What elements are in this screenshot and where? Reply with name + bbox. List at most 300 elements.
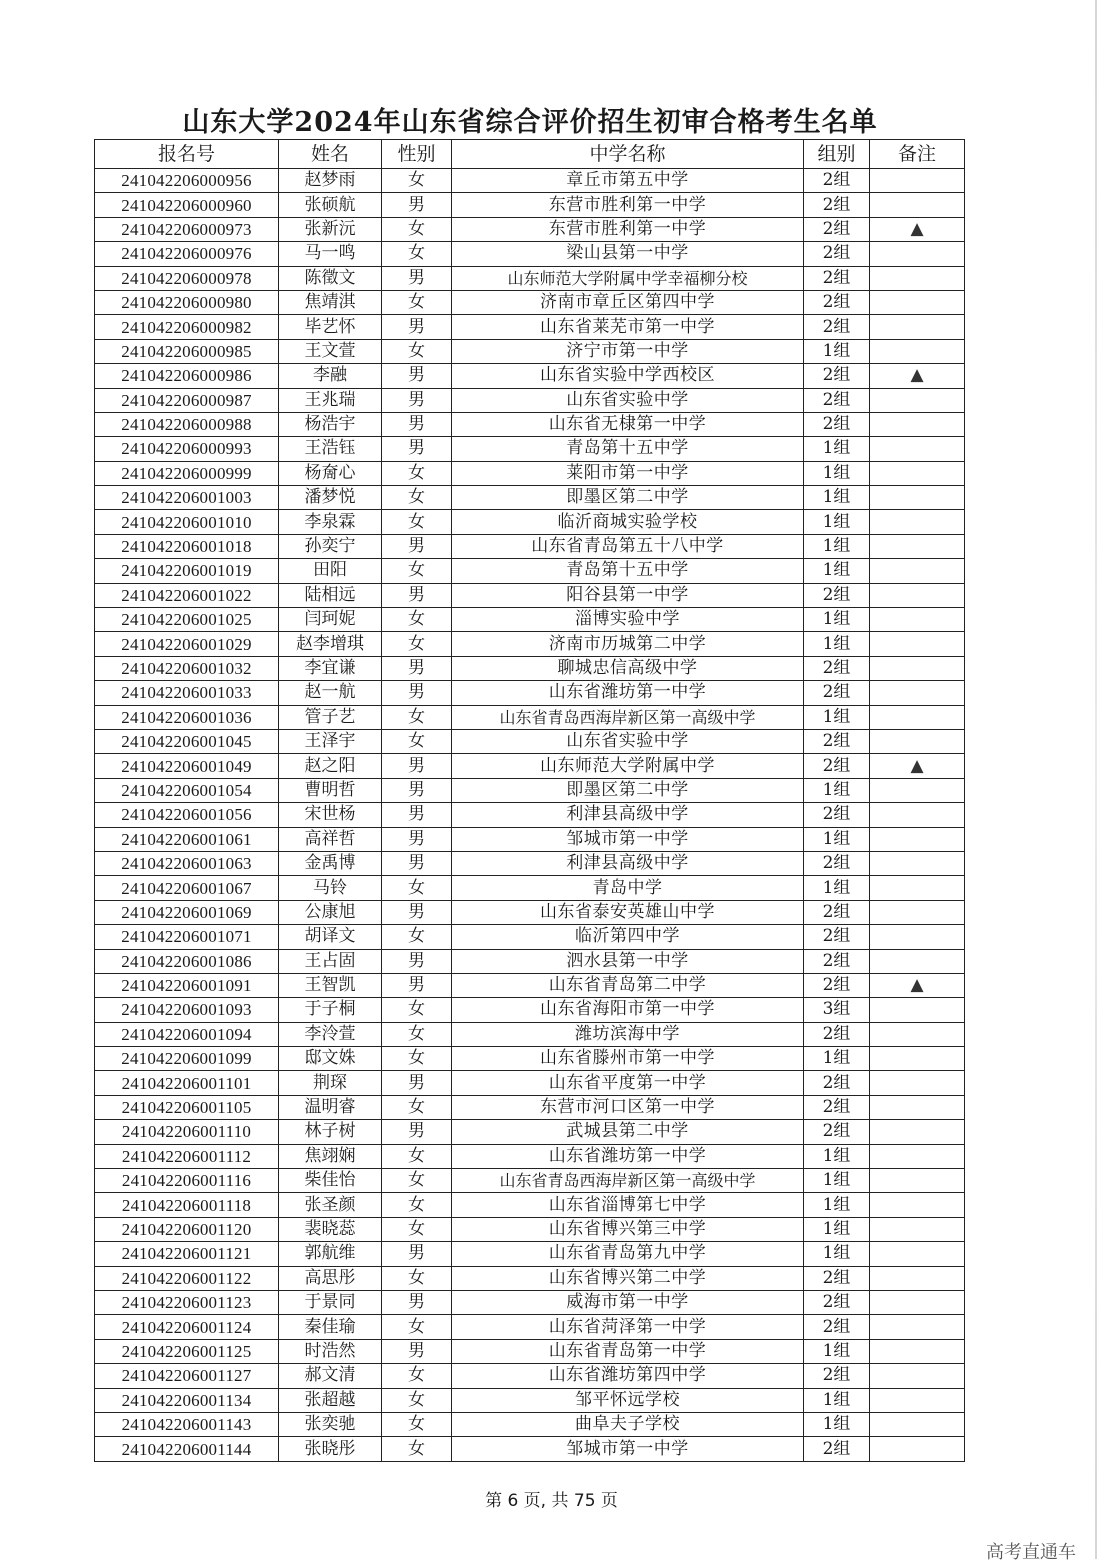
school-name-cell: 威海市第一中学 — [452, 1290, 804, 1314]
student-name-cell: 王文萱 — [279, 339, 382, 363]
gender-cell: 女 — [382, 1388, 452, 1412]
student-name-cell: 金禹博 — [279, 851, 382, 875]
remarks-cell — [870, 461, 965, 485]
registration-no-cell: 241042206001110 — [95, 1120, 279, 1144]
school-name-cell: 山东省菏泽第一中学 — [452, 1315, 804, 1339]
gender-cell: 男 — [382, 973, 452, 997]
table-row — [95, 315, 965, 339]
registration-no-cell: 241042206001116 — [95, 1169, 279, 1193]
group-cell: 1组 — [804, 559, 870, 583]
group-cell: 1组 — [804, 1339, 870, 1363]
student-name-cell: 高思彤 — [279, 1266, 382, 1290]
student-name-cell: 焦翊娴 — [279, 1144, 382, 1168]
table-row — [95, 608, 965, 632]
table-row — [95, 461, 965, 485]
school-name-cell: 莱阳市第一中学 — [452, 461, 804, 485]
group-cell: 2组 — [804, 900, 870, 924]
registration-no-cell: 241042206001032 — [95, 656, 279, 680]
table-row — [95, 973, 965, 997]
gender-cell: 男 — [382, 851, 452, 875]
remarks-cell — [870, 1364, 965, 1388]
registration-no-cell: 241042206000985 — [95, 339, 279, 363]
gender-cell: 女 — [382, 925, 452, 949]
registration-no-cell: 241042206000993 — [95, 437, 279, 461]
school-name-cell: 山东省青岛西海岸新区第一高级中学 — [452, 705, 804, 729]
group-cell: 1组 — [804, 510, 870, 534]
school-name-cell: 山东省青岛第一中学 — [452, 1339, 804, 1363]
student-name-cell: 王浩钰 — [279, 437, 382, 461]
registration-no-cell: 241042206000956 — [95, 169, 279, 193]
group-cell: 1组 — [804, 1047, 870, 1071]
remarks-cell — [870, 608, 965, 632]
student-name-cell: 曹明哲 — [279, 778, 382, 802]
gender-cell: 女 — [382, 1412, 452, 1436]
registration-no-cell: 241042206001144 — [95, 1437, 279, 1461]
remarks-cell — [870, 876, 965, 900]
gender-cell: 女 — [382, 998, 452, 1022]
remarks-cell — [870, 998, 965, 1022]
table-row — [95, 1022, 965, 1046]
student-name-cell: 王兆瑞 — [279, 388, 382, 412]
student-name-cell: 李泉霖 — [279, 510, 382, 534]
school-name-cell: 利津县高级中学 — [452, 851, 804, 875]
school-name-cell: 山东师范大学附属中学幸福柳分校 — [452, 266, 804, 290]
registration-no-cell: 241042206001025 — [95, 608, 279, 632]
table-row — [95, 1290, 965, 1314]
school-name-cell: 山东省海阳市第一中学 — [452, 998, 804, 1022]
gender-cell: 女 — [382, 705, 452, 729]
gender-cell: 男 — [382, 315, 452, 339]
remarks-cell — [870, 242, 965, 266]
registration-no-cell: 241042206001067 — [95, 876, 279, 900]
school-name-cell: 山东省青岛第九中学 — [452, 1242, 804, 1266]
registration-no-cell: 241042206001049 — [95, 754, 279, 778]
remarks-cell — [870, 1315, 965, 1339]
registration-no-cell: 241042206000960 — [95, 193, 279, 217]
remarks-cell — [870, 1071, 965, 1095]
school-name-cell: 山东省淄博第七中学 — [452, 1193, 804, 1217]
gender-cell: 女 — [382, 1437, 452, 1461]
group-cell: 2组 — [804, 1364, 870, 1388]
student-name-cell: 王占固 — [279, 949, 382, 973]
registration-no-cell: 241042206001143 — [95, 1412, 279, 1436]
school-name-cell: 梁山县第一中学 — [452, 242, 804, 266]
school-name-cell: 山东省博兴第三中学 — [452, 1217, 804, 1241]
group-cell: 2组 — [804, 949, 870, 973]
gender-cell: 男 — [382, 949, 452, 973]
group-cell: 2组 — [804, 803, 870, 827]
table-row — [95, 242, 965, 266]
registration-no-cell: 241042206001093 — [95, 998, 279, 1022]
school-name-cell: 山东省潍坊第四中学 — [452, 1364, 804, 1388]
registration-no-cell: 241042206001127 — [95, 1364, 279, 1388]
table-row — [95, 1047, 965, 1071]
registration-no-cell: 241042206000982 — [95, 315, 279, 339]
header-registration-no: 报名号 — [95, 140, 279, 169]
school-name-cell: 山东省实验中学西校区 — [452, 364, 804, 388]
school-name-cell: 山东省莱芜市第一中学 — [452, 315, 804, 339]
header-school: 中学名称 — [452, 140, 804, 169]
group-cell: 2组 — [804, 1290, 870, 1314]
remarks-cell — [870, 1290, 965, 1314]
school-name-cell: 潍坊滨海中学 — [452, 1022, 804, 1046]
registration-no-cell: 241042206000980 — [95, 290, 279, 314]
student-name-cell: 于景同 — [279, 1290, 382, 1314]
group-cell: 2组 — [804, 851, 870, 875]
student-name-cell: 闫珂妮 — [279, 608, 382, 632]
group-cell: 2组 — [804, 1120, 870, 1144]
header-remarks: 备注 — [870, 140, 965, 169]
gender-cell: 男 — [382, 412, 452, 436]
table-row — [95, 1120, 965, 1144]
table-row — [95, 778, 965, 802]
registration-no-cell: 241042206001118 — [95, 1193, 279, 1217]
remarks-cell — [870, 266, 965, 290]
table-row — [95, 388, 965, 412]
registration-no-cell: 241042206000987 — [95, 388, 279, 412]
table-row — [95, 1364, 965, 1388]
remarks-cell — [870, 1217, 965, 1241]
group-cell: 1组 — [804, 1242, 870, 1266]
remarks-cell: ▲ — [870, 217, 965, 241]
remarks-cell — [870, 1047, 965, 1071]
registration-no-cell: 241042206001123 — [95, 1290, 279, 1314]
registration-no-cell: 241042206001033 — [95, 681, 279, 705]
gender-cell: 男 — [382, 534, 452, 558]
registration-no-cell: 241042206001124 — [95, 1315, 279, 1339]
registration-no-cell: 241042206001056 — [95, 803, 279, 827]
school-name-cell: 青岛第十五中学 — [452, 559, 804, 583]
school-name-cell: 曲阜夫子学校 — [452, 1412, 804, 1436]
remarks-cell — [870, 412, 965, 436]
student-name-cell: 荆琛 — [279, 1071, 382, 1095]
school-name-cell: 即墨区第二中学 — [452, 778, 804, 802]
student-name-cell: 李融 — [279, 364, 382, 388]
school-name-cell: 济南市历城第二中学 — [452, 632, 804, 656]
registration-no-cell: 241042206000999 — [95, 461, 279, 485]
group-cell: 2组 — [804, 1266, 870, 1290]
table-row — [95, 803, 965, 827]
school-name-cell: 淄博实验中学 — [452, 608, 804, 632]
table-row — [95, 437, 965, 461]
table-row — [95, 1217, 965, 1241]
registration-no-cell: 241042206001105 — [95, 1095, 279, 1119]
gender-cell: 男 — [382, 754, 452, 778]
student-name-cell: 孙奕宁 — [279, 534, 382, 558]
gender-cell: 女 — [382, 1169, 452, 1193]
student-name-cell: 张圣颜 — [279, 1193, 382, 1217]
table-row — [95, 851, 965, 875]
school-name-cell: 泗水县第一中学 — [452, 949, 804, 973]
registration-no-cell: 241042206000988 — [95, 412, 279, 436]
remarks-cell — [870, 169, 965, 193]
student-name-cell: 秦佳瑜 — [279, 1315, 382, 1339]
group-cell: 2组 — [804, 729, 870, 753]
remarks-cell — [870, 681, 965, 705]
group-cell: 1组 — [804, 1169, 870, 1193]
registration-no-cell: 241042206001125 — [95, 1339, 279, 1363]
remarks-cell — [870, 510, 965, 534]
group-cell: 1组 — [804, 534, 870, 558]
group-cell: 2组 — [804, 1437, 870, 1461]
table-row — [95, 1169, 965, 1193]
gender-cell: 男 — [382, 193, 452, 217]
registration-no-cell: 241042206001069 — [95, 900, 279, 924]
remarks-cell — [870, 656, 965, 680]
school-name-cell: 山东省无棣第一中学 — [452, 412, 804, 436]
group-cell: 1组 — [804, 876, 870, 900]
table-row — [95, 290, 965, 314]
remarks-cell — [870, 486, 965, 510]
registration-no-cell: 241042206001019 — [95, 559, 279, 583]
header-gender: 性别 — [382, 140, 452, 169]
table-row — [95, 754, 965, 778]
student-name-cell: 赵之阳 — [279, 754, 382, 778]
remarks-cell — [870, 534, 965, 558]
school-name-cell: 章丘市第五中学 — [452, 169, 804, 193]
gender-cell: 女 — [382, 1047, 452, 1071]
header-row — [95, 140, 965, 169]
table-row — [95, 1071, 965, 1095]
gender-cell: 女 — [382, 1364, 452, 1388]
registration-no-cell: 241042206001120 — [95, 1217, 279, 1241]
gender-cell: 女 — [382, 1095, 452, 1119]
school-name-cell: 东营市胜利第一中学 — [452, 217, 804, 241]
gender-cell: 女 — [382, 510, 452, 534]
group-cell: 2组 — [804, 1315, 870, 1339]
student-name-cell: 赵李增琪 — [279, 632, 382, 656]
remarks-cell — [870, 1193, 965, 1217]
remarks-cell — [870, 1022, 965, 1046]
registration-no-cell: 241042206000976 — [95, 242, 279, 266]
school-name-cell: 山东省青岛第五十八中学 — [452, 534, 804, 558]
group-cell: 1组 — [804, 608, 870, 632]
gender-cell: 女 — [382, 1022, 452, 1046]
table-row — [95, 1412, 965, 1436]
gender-cell: 男 — [382, 364, 452, 388]
group-cell: 3组 — [804, 998, 870, 1022]
registration-no-cell: 241042206001029 — [95, 632, 279, 656]
school-name-cell: 山东省实验中学 — [452, 388, 804, 412]
table-row — [95, 1315, 965, 1339]
registration-no-cell: 241042206000978 — [95, 266, 279, 290]
gender-cell: 女 — [382, 608, 452, 632]
group-cell: 2组 — [804, 266, 870, 290]
registration-no-cell: 241042206001003 — [95, 486, 279, 510]
gender-cell: 男 — [382, 803, 452, 827]
registration-no-cell: 241042206001022 — [95, 583, 279, 607]
student-name-cell: 李泠萱 — [279, 1022, 382, 1046]
group-cell: 1组 — [804, 339, 870, 363]
group-cell: 1组 — [804, 1412, 870, 1436]
registration-no-cell: 241042206001036 — [95, 705, 279, 729]
registration-no-cell: 241042206000986 — [95, 364, 279, 388]
table-row — [95, 925, 965, 949]
student-name-cell: 杨奝心 — [279, 461, 382, 485]
gender-cell: 女 — [382, 1315, 452, 1339]
school-name-cell: 山东省潍坊第一中学 — [452, 681, 804, 705]
student-name-cell: 赵梦雨 — [279, 169, 382, 193]
table-row — [95, 193, 965, 217]
remarks-cell — [870, 315, 965, 339]
remarks-cell: ▲ — [870, 364, 965, 388]
table-row — [95, 1095, 965, 1119]
student-name-cell: 杨浩宇 — [279, 412, 382, 436]
remarks-cell — [870, 803, 965, 827]
gender-cell: 男 — [382, 900, 452, 924]
table-row — [95, 412, 965, 436]
gender-cell: 女 — [382, 1193, 452, 1217]
table-row — [95, 169, 965, 193]
student-name-cell: 张晓彤 — [279, 1437, 382, 1461]
group-cell: 2组 — [804, 656, 870, 680]
gender-cell: 女 — [382, 1266, 452, 1290]
table-row — [95, 656, 965, 680]
remarks-cell — [870, 388, 965, 412]
school-name-cell: 聊城忠信高级中学 — [452, 656, 804, 680]
student-name-cell: 王泽宇 — [279, 729, 382, 753]
table-row — [95, 1193, 965, 1217]
group-cell: 2组 — [804, 364, 870, 388]
group-cell: 2组 — [804, 754, 870, 778]
gender-cell: 女 — [382, 461, 452, 485]
registration-no-cell: 241042206001018 — [95, 534, 279, 558]
table-row — [95, 1437, 965, 1461]
table-row — [95, 729, 965, 753]
school-name-cell: 济宁市第一中学 — [452, 339, 804, 363]
table-row — [95, 827, 965, 851]
student-name-cell: 高祥哲 — [279, 827, 382, 851]
student-name-cell: 胡译文 — [279, 925, 382, 949]
gender-cell: 男 — [382, 388, 452, 412]
group-cell: 2组 — [804, 1095, 870, 1119]
group-cell: 1组 — [804, 1193, 870, 1217]
group-cell: 2组 — [804, 973, 870, 997]
remarks-cell — [870, 1242, 965, 1266]
group-cell: 2组 — [804, 1071, 870, 1095]
gender-cell: 男 — [382, 1290, 452, 1314]
school-name-cell: 武城县第二中学 — [452, 1120, 804, 1144]
remarks-cell — [870, 1095, 965, 1119]
registration-no-cell: 241042206001112 — [95, 1144, 279, 1168]
school-name-cell: 临沂第四中学 — [452, 925, 804, 949]
registration-no-cell: 241042206001134 — [95, 1388, 279, 1412]
group-cell: 1组 — [804, 437, 870, 461]
group-cell: 2组 — [804, 193, 870, 217]
school-name-cell: 山东省潍坊第一中学 — [452, 1144, 804, 1168]
school-name-cell: 山东省泰安英雄山中学 — [452, 900, 804, 924]
group-cell: 1组 — [804, 1388, 870, 1412]
gender-cell: 男 — [382, 778, 452, 802]
student-name-cell: 柴佳怡 — [279, 1169, 382, 1193]
student-name-cell: 毕艺怀 — [279, 315, 382, 339]
school-name-cell: 山东师范大学附属中学 — [452, 754, 804, 778]
group-cell: 2组 — [804, 388, 870, 412]
student-name-cell: 马一鸣 — [279, 242, 382, 266]
student-name-cell: 田阳 — [279, 559, 382, 583]
student-name-cell: 林子树 — [279, 1120, 382, 1144]
remarks-cell — [870, 1437, 965, 1461]
remarks-cell — [870, 705, 965, 729]
student-name-cell: 陈徵文 — [279, 266, 382, 290]
gender-cell: 女 — [382, 632, 452, 656]
table-row — [95, 583, 965, 607]
group-cell: 2组 — [804, 412, 870, 436]
table-row — [95, 534, 965, 558]
group-cell: 1组 — [804, 1144, 870, 1168]
school-name-cell: 济南市章丘区第四中学 — [452, 290, 804, 314]
remarks-cell — [870, 1266, 965, 1290]
gender-cell: 男 — [382, 681, 452, 705]
table-row — [95, 510, 965, 534]
school-name-cell: 即墨区第二中学 — [452, 486, 804, 510]
gender-cell: 男 — [382, 827, 452, 851]
gender-cell: 女 — [382, 242, 452, 266]
remarks-cell — [870, 1120, 965, 1144]
gender-cell: 女 — [382, 169, 452, 193]
table-row — [95, 876, 965, 900]
group-cell: 1组 — [804, 632, 870, 656]
remarks-cell — [870, 1388, 965, 1412]
student-name-cell: 马铃 — [279, 876, 382, 900]
student-name-cell: 张新沅 — [279, 217, 382, 241]
gender-cell: 女 — [382, 217, 452, 241]
remarks-cell — [870, 437, 965, 461]
remarks-cell — [870, 583, 965, 607]
group-cell: 2组 — [804, 217, 870, 241]
table-row — [95, 632, 965, 656]
student-name-cell: 潘梦悦 — [279, 486, 382, 510]
group-cell: 2组 — [804, 315, 870, 339]
header-group: 组别 — [804, 140, 870, 169]
gender-cell: 女 — [382, 1144, 452, 1168]
table-row — [95, 949, 965, 973]
school-name-cell: 山东省博兴第二中学 — [452, 1266, 804, 1290]
table-row — [95, 1388, 965, 1412]
registration-no-cell: 241042206001099 — [95, 1047, 279, 1071]
remarks-cell — [870, 632, 965, 656]
school-name-cell: 利津县高级中学 — [452, 803, 804, 827]
student-name-cell: 张硕航 — [279, 193, 382, 217]
school-name-cell: 临沂商城实验学校 — [452, 510, 804, 534]
school-name-cell: 邹城市第一中学 — [452, 827, 804, 851]
school-name-cell: 山东省实验中学 — [452, 729, 804, 753]
registration-no-cell: 241042206001101 — [95, 1071, 279, 1095]
group-cell: 1组 — [804, 461, 870, 485]
student-name-cell: 于子桐 — [279, 998, 382, 1022]
gender-cell: 女 — [382, 876, 452, 900]
student-name-cell: 郭航维 — [279, 1242, 382, 1266]
remarks-cell — [870, 949, 965, 973]
gender-cell: 女 — [382, 559, 452, 583]
remarks-cell — [870, 193, 965, 217]
remarks-cell — [870, 1144, 965, 1168]
gender-cell: 女 — [382, 1217, 452, 1241]
student-name-cell: 张超越 — [279, 1388, 382, 1412]
student-name-cell: 李宜谦 — [279, 656, 382, 680]
gender-cell: 女 — [382, 486, 452, 510]
roster-table — [94, 139, 965, 1462]
table-row — [95, 364, 965, 388]
registration-no-cell: 241042206001054 — [95, 778, 279, 802]
table-row — [95, 339, 965, 363]
student-name-cell: 焦靖淇 — [279, 290, 382, 314]
student-name-cell: 宋世杨 — [279, 803, 382, 827]
scan-edge — [1095, 0, 1097, 1559]
group-cell: 2组 — [804, 583, 870, 607]
school-name-cell: 东营市胜利第一中学 — [452, 193, 804, 217]
group-cell: 1组 — [804, 705, 870, 729]
